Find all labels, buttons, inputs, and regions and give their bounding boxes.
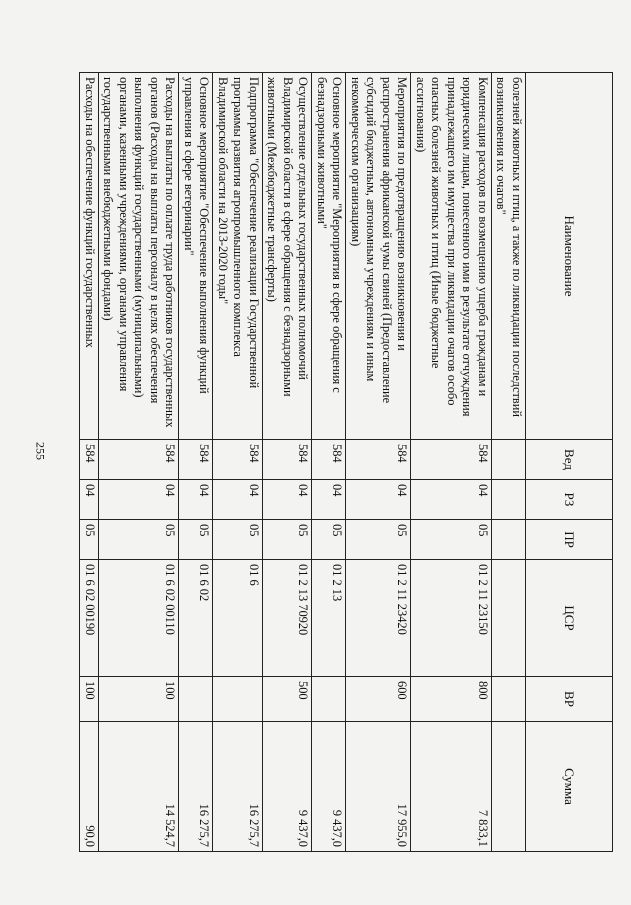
row-ved: 584 (346, 440, 411, 480)
header-sum: Сумма (526, 722, 613, 852)
row-name: Осуществление отдельных государственных полномочий Владимирской области в сфере обращения с безнадзорными животными (Межбюджетные трансферты) (263, 73, 313, 440)
row-pr: 05 (346, 520, 411, 560)
row-csr: 01 6 02 00190 (80, 560, 99, 677)
table-row (213, 73, 263, 852)
row-rz: 04 (312, 480, 346, 520)
row-csr (492, 560, 526, 677)
row-pr: 05 (263, 520, 313, 560)
row-vr: 500 (263, 677, 313, 722)
row-name: Основное мероприятие "Обеспечение выполнения функций управления в сфере ветеринарии" (179, 73, 213, 440)
row-name: Расходы на выплаты по оплате труда работников государственных органов (Расходы на выплаты персоналу в целях обеспечения выполнения функций государственными (муниципальными) органами, казенными учреждениями, органами управления государственными внебюджетными фондами) (99, 73, 180, 440)
row-sum: 9 437,0 (263, 722, 313, 852)
row-csr: 01 2 13 (312, 560, 346, 677)
table-row (99, 73, 180, 852)
table-body (80, 73, 526, 852)
header-csr: ЦСР (526, 560, 613, 677)
row-rz: 04 (263, 480, 313, 520)
row-pr: 05 (179, 520, 213, 560)
row-pr: 05 (213, 520, 263, 560)
header-pr: ПР (526, 520, 613, 560)
row-csr: 01 2 13 70920 (263, 560, 313, 677)
row-sum: 17 955,0 (346, 722, 411, 852)
row-rz: 04 (411, 480, 492, 520)
row-vr: 600 (346, 677, 411, 722)
table-row (346, 73, 411, 852)
row-vr (492, 677, 526, 722)
header-rz: РЗ (526, 480, 613, 520)
row-vr (312, 677, 346, 722)
row-pr: 05 (99, 520, 180, 560)
row-name: Расходы на обеспечение функций государственных (80, 73, 99, 440)
row-csr: 01 2 11 23420 (346, 560, 411, 677)
row-vr (179, 677, 213, 722)
row-csr: 01 6 02 00110 (99, 560, 180, 677)
table-row (80, 73, 99, 852)
row-sum: 7 833,1 (411, 722, 492, 852)
row-name: Мероприятия по предотвращению возникновения и распространения африканской чумы свиней (Предоставление субсидий бюджетным, автономным учреждениям и иным некоммерческим организациям) (346, 73, 411, 440)
row-vr: 100 (80, 677, 99, 722)
row-name: Компенсация расходов по возмещению ущерба гражданам и юридическим лицам, понесенного ими в результате отчуждения принадлежащего им имущества при ликвидации очагов особо опасных болезней животных и птиц (Иные бюджетные ассигнования) (411, 73, 492, 440)
row-rz: 04 (80, 480, 99, 520)
table-row (312, 73, 346, 852)
budget-table (80, 72, 614, 852)
row-ved: 584 (312, 440, 346, 480)
row-name: болезней животных и птиц, а также по ликвидации последствий возникновения их очагов" (492, 73, 526, 440)
page-number: 255 (33, 442, 48, 460)
row-rz: 04 (213, 480, 263, 520)
row-ved: 584 (263, 440, 313, 480)
table-row (179, 73, 213, 852)
header-vr: ВР (526, 677, 613, 722)
row-csr: 01 2 11 23150 (411, 560, 492, 677)
header-ved: Вед (526, 440, 613, 480)
row-ved: 584 (99, 440, 180, 480)
row-sum: 90,0 (80, 722, 99, 852)
row-pr (492, 520, 526, 560)
table-row (492, 73, 526, 852)
row-ved: 584 (179, 440, 213, 480)
row-pr: 05 (80, 520, 99, 560)
header-name: Наименование (526, 73, 613, 440)
row-name: Подпрограмма "Обеспечение реализации Государственной программы развития агропромышленного комплекса Владимирской области на 2013-2020 годы" (213, 73, 263, 440)
table-row (263, 73, 313, 852)
row-ved: 584 (80, 440, 99, 480)
rotated-table-area (83, 72, 613, 852)
row-pr: 05 (411, 520, 492, 560)
row-vr: 100 (99, 677, 180, 722)
row-sum: 14 524,7 (99, 722, 180, 852)
row-sum: 16 275,7 (213, 722, 263, 852)
row-sum: 16 275,7 (179, 722, 213, 852)
row-ved: 584 (411, 440, 492, 480)
row-rz: 04 (346, 480, 411, 520)
row-rz (492, 480, 526, 520)
table-row (411, 73, 492, 852)
row-ved (492, 440, 526, 480)
row-sum (492, 722, 526, 852)
row-vr: 800 (411, 677, 492, 722)
row-vr (213, 677, 263, 722)
row-name: Основное мероприятие "Мероприятия в сфере обращения с безнадзорными животными" (312, 73, 346, 440)
row-ved: 584 (213, 440, 263, 480)
row-rz: 04 (179, 480, 213, 520)
table-header-row (526, 73, 613, 852)
row-rz: 04 (99, 480, 180, 520)
row-sum: 9 437,0 (312, 722, 346, 852)
row-csr: 01 6 (213, 560, 263, 677)
row-csr: 01 6 02 (179, 560, 213, 677)
row-pr: 05 (312, 520, 346, 560)
